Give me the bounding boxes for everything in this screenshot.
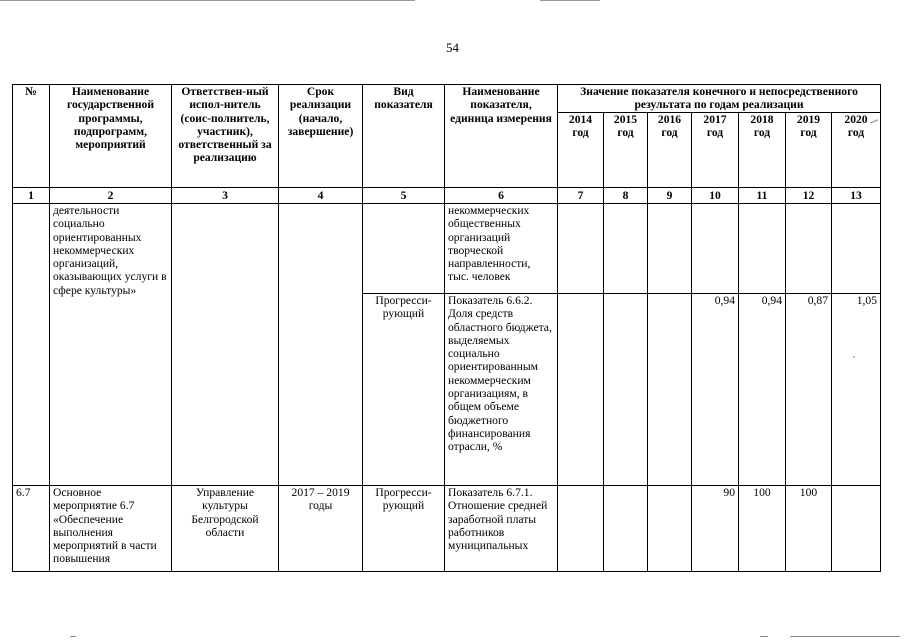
cell-value [558,294,604,486]
cell-value [558,486,604,572]
header-year: 2014 год [558,113,604,188]
header-year: 2015 год [604,113,648,188]
column-number: 3 [172,188,279,204]
cell-program: Основное мероприятие 6.7 «Обеспечение выполнения мероприятий в части повышения [50,486,172,572]
table-row [13,486,881,572]
cell-value [604,486,648,572]
cell-value: 0,94 [739,294,786,486]
cell-value: 100 [739,486,786,572]
cell-value [832,486,881,572]
page-number: 54 [446,40,459,55]
cell-value: 0,87 [786,294,832,486]
cell-value [692,204,739,294]
cell-value: 100 [786,486,832,572]
header-year: 2018 год [739,113,786,188]
column-number: 9 [648,188,692,204]
column-number: 4 [279,188,363,204]
scan-edge-line [790,636,900,637]
table-row [13,204,881,294]
cell-value: 1,05 [832,294,881,486]
cell-value [739,204,786,294]
header-year: 2017 год [692,113,739,188]
cell-value: 0,94 [692,294,739,486]
cell-value [786,204,832,294]
cell-type [363,204,445,294]
scan-edge-line [0,0,415,1]
cell-value [648,486,692,572]
cell-program: деятельности социально ориентированных некоммерческих организаций, оказывающих услуги в сфере культуры» [50,204,172,486]
cell-value [604,294,648,486]
column-number: 7 [558,188,604,204]
header-col-no: № [13,85,50,188]
cell-term [279,204,363,486]
header-col-indicator: Наименование показателя, единица измерения [445,85,558,188]
column-number: 1 [13,188,50,204]
column-number: 5 [363,188,445,204]
column-number: 8 [604,188,648,204]
column-number: 12 [786,188,832,204]
header-year: 2020 год [832,113,881,188]
column-number: 2 [50,188,172,204]
cell-indicator: некоммерческих общественных организаций творческой направленности, тыс. человек [445,204,558,294]
scan-edge-line [540,0,600,1]
cell-responsible: Управление культуры Белгородской области [172,486,279,572]
header-col-values-group: Значение показателя конечного и непосредственного результата по годам реализации [558,85,881,113]
column-numbers-row [13,188,881,204]
cell-responsible [172,204,279,486]
header-year: 2016 год [648,113,692,188]
column-number: 11 [739,188,786,204]
scan-edge-line [760,636,768,637]
cell-term: 2017 – 2019 годы [279,486,363,572]
column-number: 6 [445,188,558,204]
header-row [13,85,881,113]
cell-indicator: Показатель 6.6.2. Доля средств областного бюджета, выделяемых социально ориентированным некоммерческим организациям, в общем объеме бюджетного финансирования отрасли, % [445,294,558,486]
cell-type: Прогресси-рующий [363,486,445,572]
cell-no [13,204,50,486]
header-col-responsible: Ответствен-ный испол-нитель (соис-полнитель, участник), ответственный за реализацию [172,85,279,188]
scan-edge-line [70,636,76,637]
program-indicators-table [12,84,881,572]
column-number: 10 [692,188,739,204]
header-col-type: Вид показателя [363,85,445,188]
cell-value: 90 [692,486,739,572]
header-year: 2019 год [786,113,832,188]
cell-type: Прогресси-рующий [363,294,445,486]
cell-value [604,204,648,294]
cell-value [832,204,881,294]
cell-indicator: Показатель 6.7.1. Отношение средней заработной платы работников муниципальных [445,486,558,572]
cell-value [648,294,692,486]
cell-value [558,204,604,294]
column-number: 13 [832,188,881,204]
cell-value [648,204,692,294]
header-col-term: Срок реализации (начало, завершение) [279,85,363,188]
header-col-program: Наименование государственной программы, подпрограмм, мероприятий [50,85,172,188]
cell-no: 6.7 [13,486,50,572]
